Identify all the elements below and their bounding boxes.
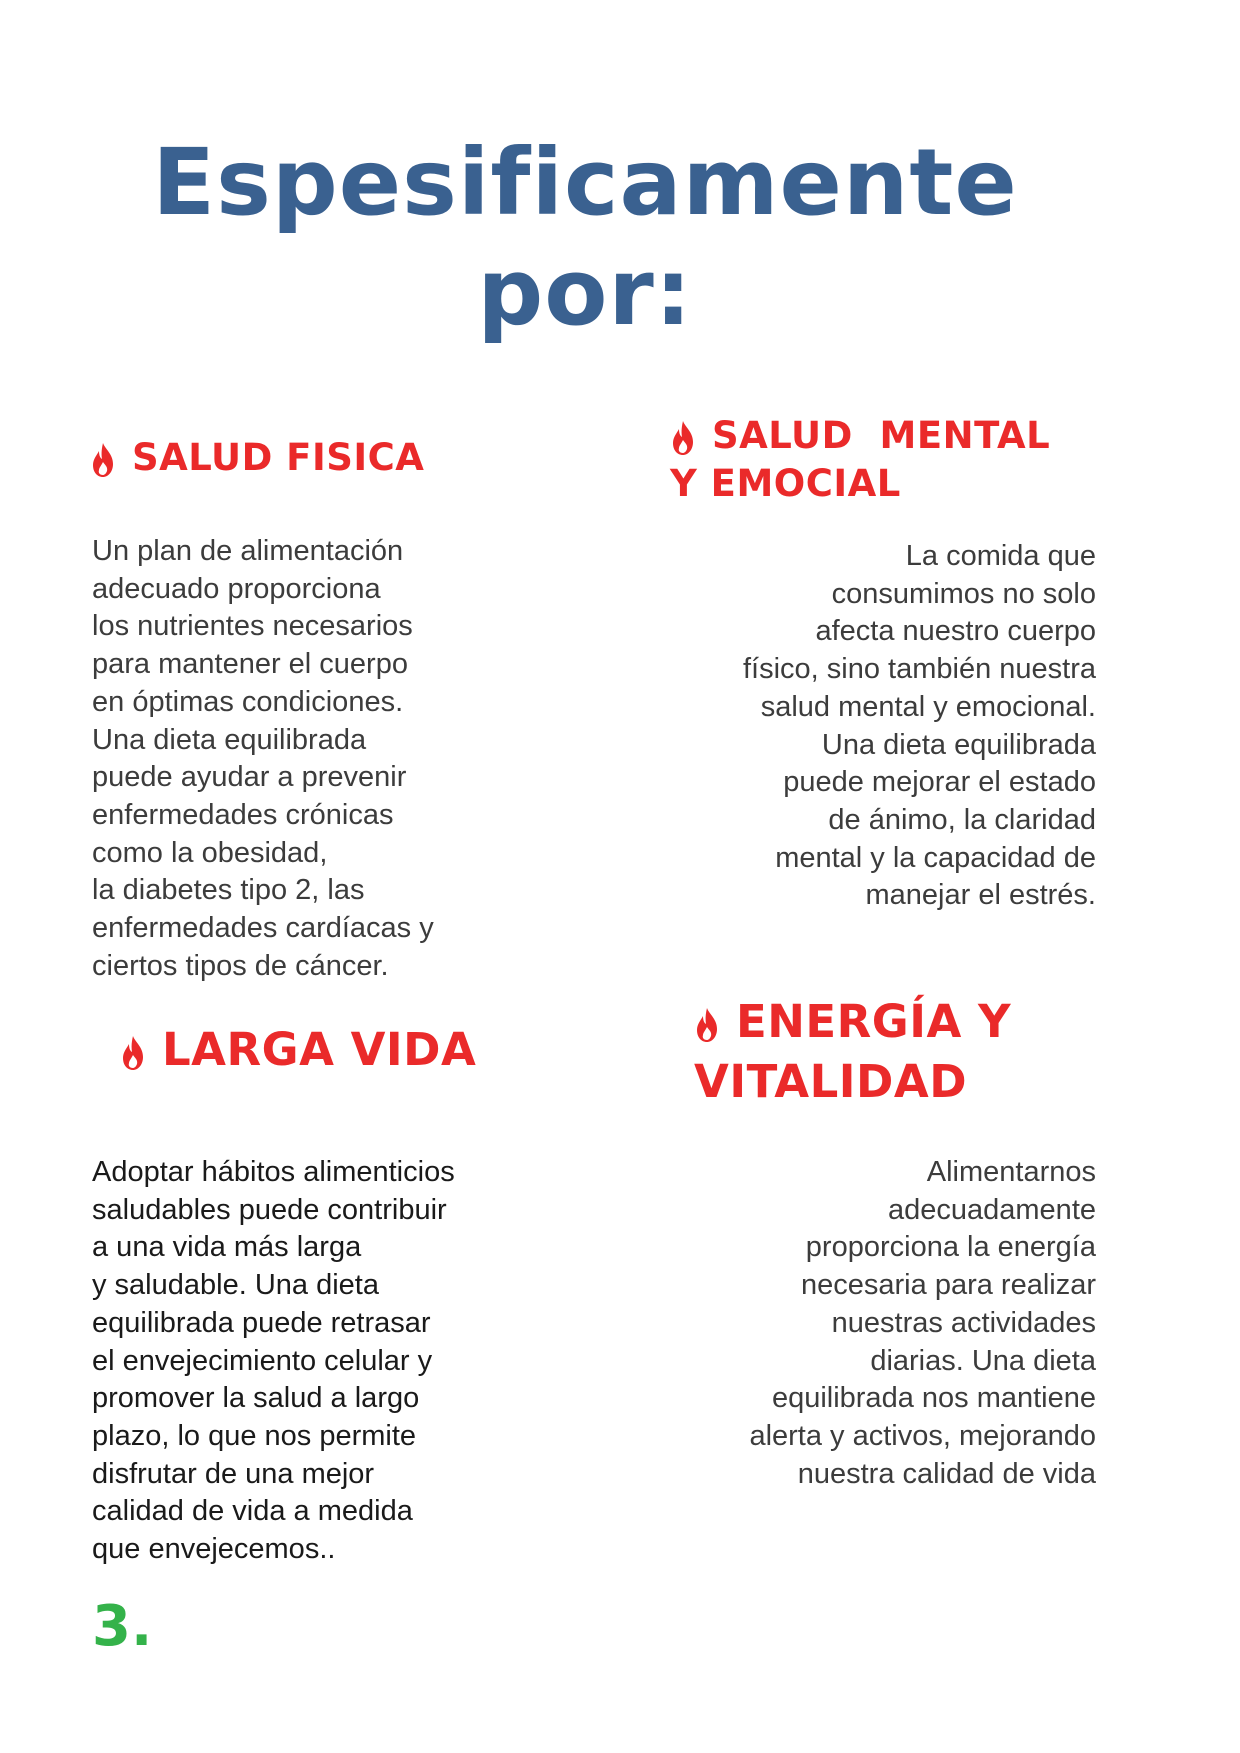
page-title-line-2: por:	[477, 239, 693, 346]
page-title	[0, 128, 1170, 348]
page-number: 3.	[92, 1594, 153, 1659]
body-larga-vida: Adoptar hábitos alimenticios saludables puede contribuir a una vida más larga y saludable. Una dieta equilibrada puede retrasar el envejecimiento celular y promover la salud a largo plazo, lo que nos permite disfrutar de una mejor calidad de vida a medida que envejecemos..	[92, 1156, 455, 1566]
heading-salud-fisica-text: SALUD FISICA	[132, 436, 425, 479]
flame-icon	[90, 442, 116, 478]
body-salud-mental: La comida que consumimos no solo afecta nuestro cuerpo físico, sino también nuestra salud mental y emocional. Una dieta equilibrada puede mejorar el estado de ánimo, la claridad mental y la capacidad de manejar el estrés.	[742, 540, 1096, 912]
heading-energia-line-1: ENERGÍA Y	[736, 995, 1012, 1048]
heading-larga-vida	[120, 1022, 476, 1078]
body-energia: Alimentarnos adecuadamente proporciona la energía necesaria para realizar nuestras actividades diarias. Una dieta equilibrada nos mantiene alerta y activos, mejorando nuestra calidad de vida	[749, 1156, 1096, 1490]
heading-energia	[694, 992, 1114, 1112]
page-title-line-1: Espesificamente	[152, 129, 1018, 236]
heading-salud-mental	[670, 412, 1100, 508]
heading-salud-mental-line-1: SALUD MENTAL	[712, 414, 1051, 457]
heading-larga-vida-text: LARGA VIDA	[162, 1023, 477, 1076]
heading-salud-fisica	[90, 434, 424, 482]
heading-energia-line-2: VITALIDAD	[694, 1055, 968, 1108]
flame-icon	[120, 1035, 146, 1071]
heading-salud-mental-line-2: Y EMOCIAL	[670, 462, 901, 505]
flame-icon	[670, 420, 696, 456]
body-salud-fisica: Un plan de alimentación adecuado proporciona los nutrientes necesarios para mantener el cuerpo en óptimas condiciones. Una dieta equilibrada puede ayudar a prevenir enfermedades crónicas como la obesidad, la diabetes tipo 2, las enfermedades cardíacas y ciertos tipos de cáncer.	[92, 535, 434, 982]
flame-icon	[694, 1007, 720, 1043]
